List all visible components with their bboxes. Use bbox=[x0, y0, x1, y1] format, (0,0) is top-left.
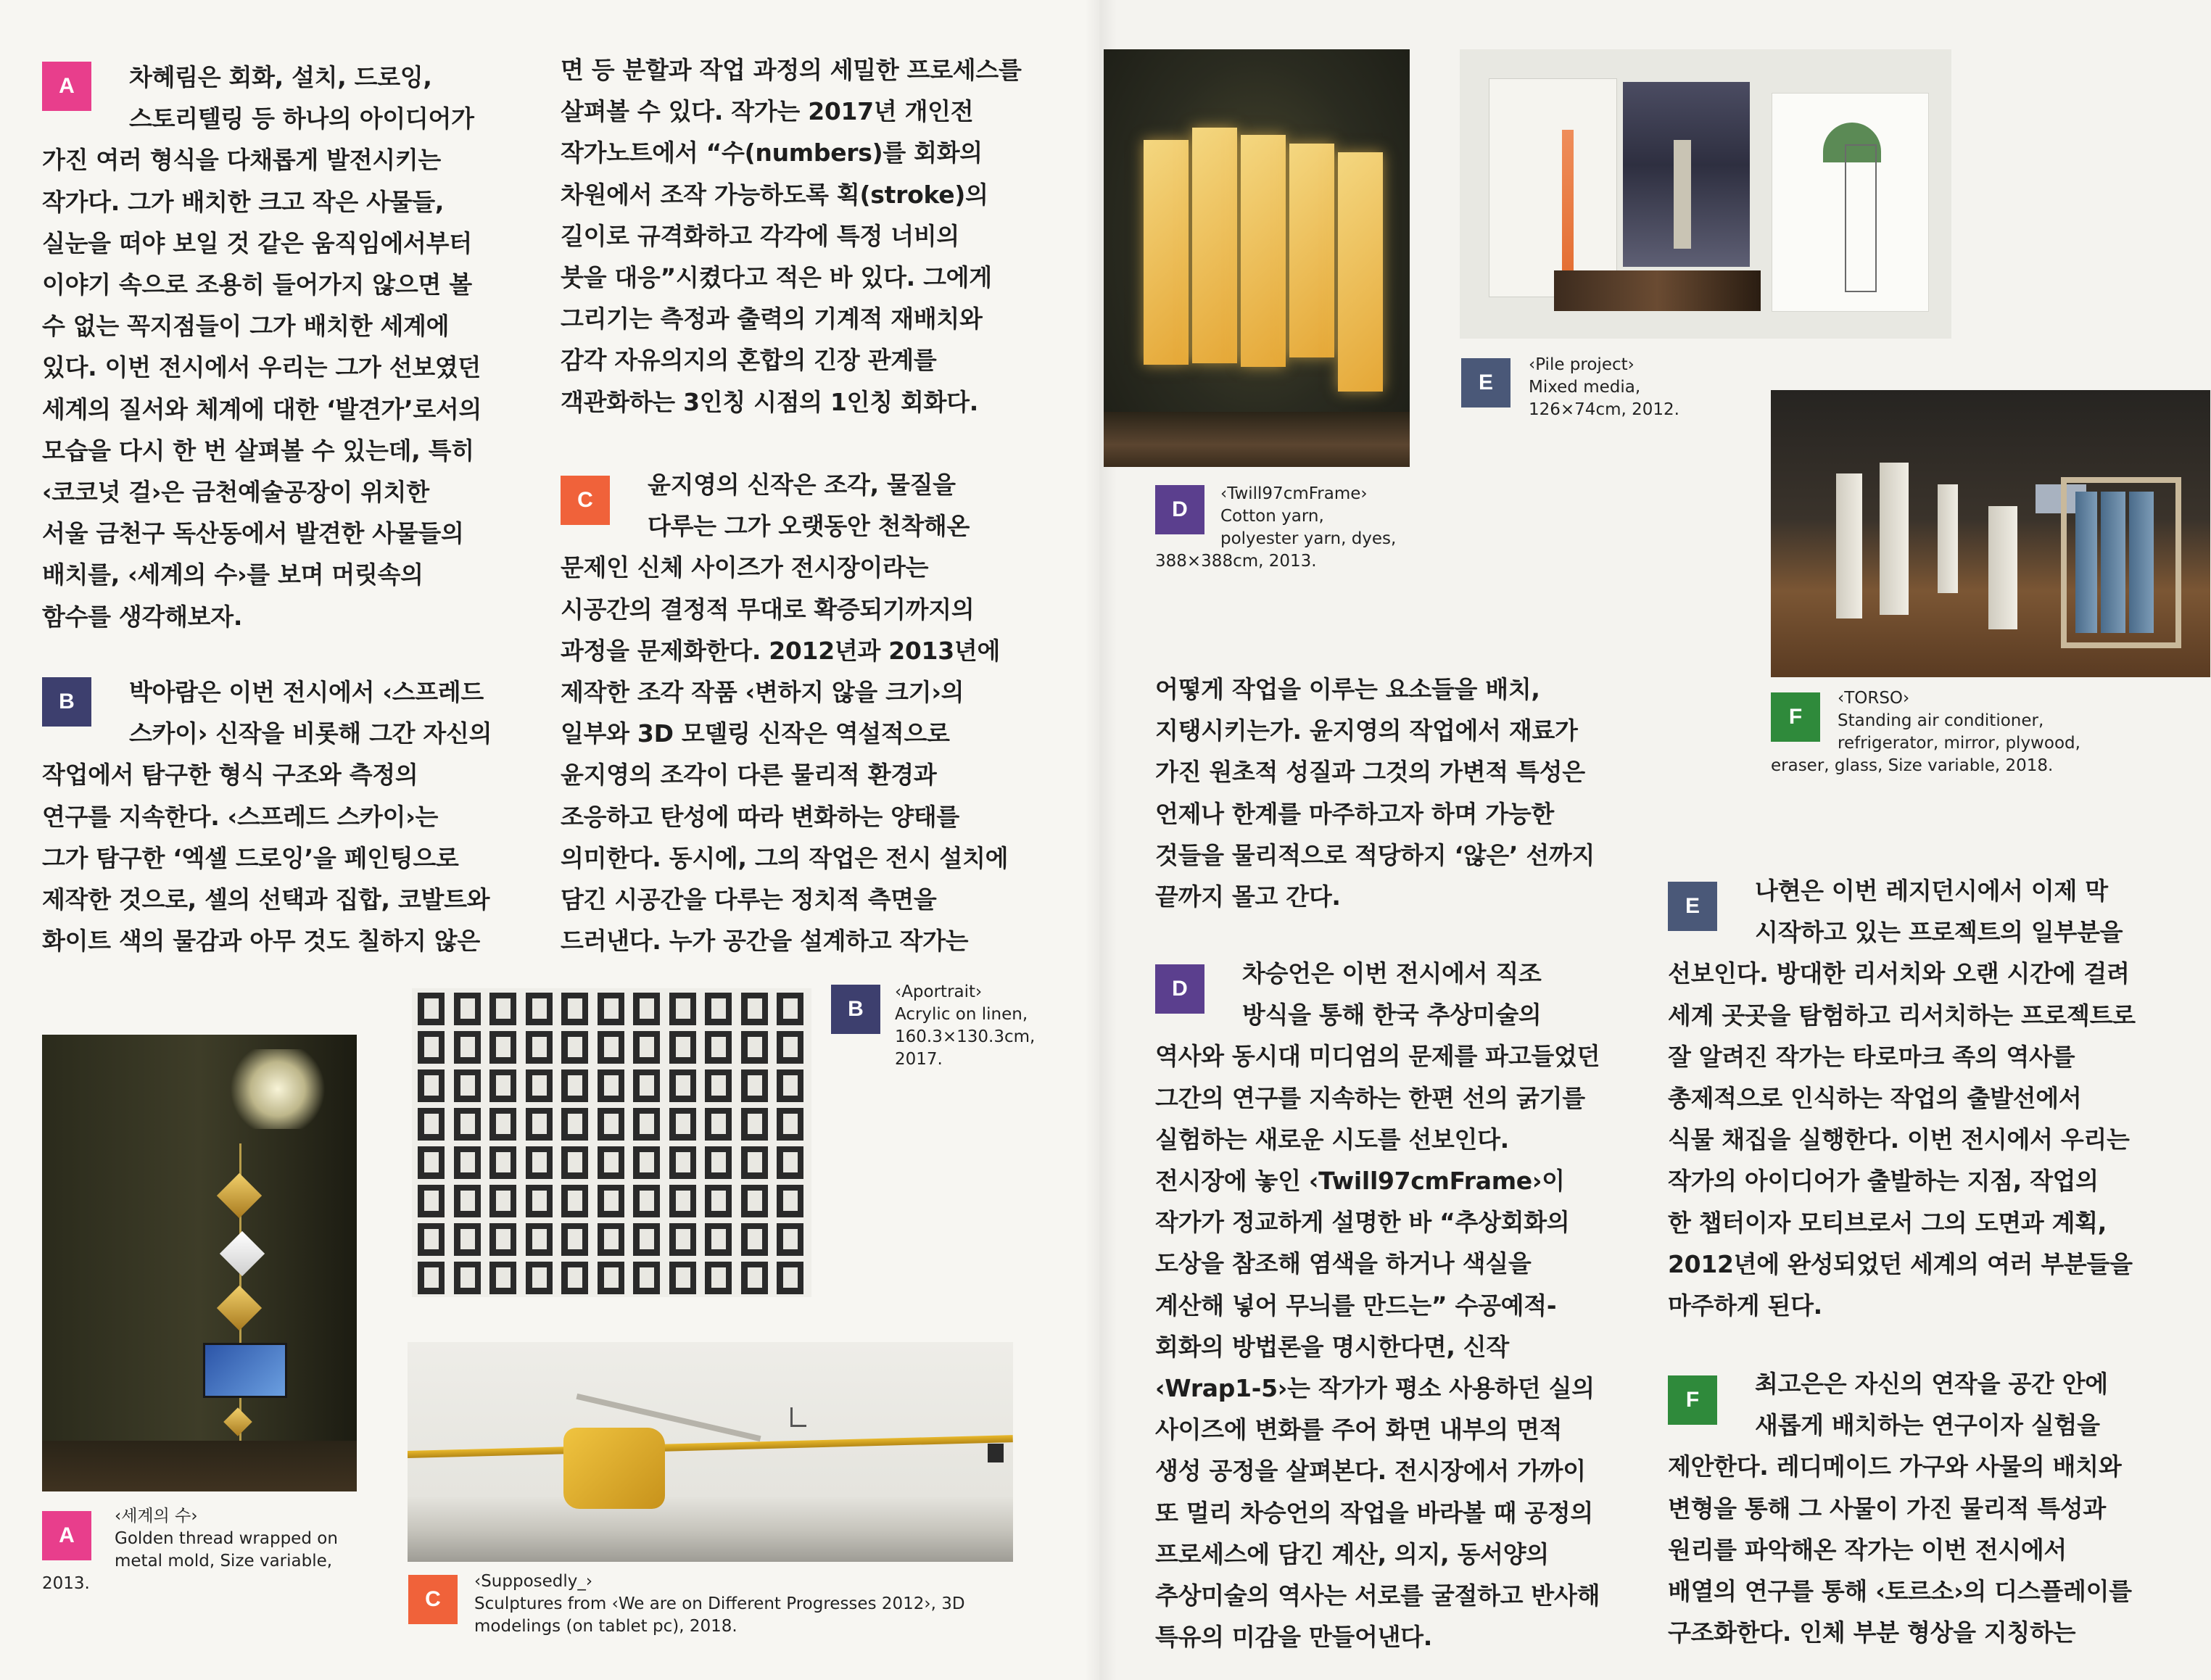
text-line: 배치를, ‹세계의 수›를 보며 머릿속의 bbox=[42, 560, 423, 589]
text-line: 제작한 것으로, 셀의 선택과 집합, 코발트와 bbox=[42, 885, 490, 914]
text-line: 감각 자유의지의 혼합의 긴장 관계를 bbox=[561, 346, 937, 375]
grid-cell bbox=[489, 1223, 516, 1256]
caption-line: Golden thread wrapped on bbox=[115, 1529, 338, 1548]
grid-cell bbox=[669, 1185, 696, 1217]
grid-cell bbox=[669, 1223, 696, 1256]
grid-cell bbox=[489, 993, 516, 1025]
text-line: 화이트 색의 물감과 아무 것도 칠하지 않은 bbox=[42, 927, 480, 956]
caption-line: metal mold, Size variable, bbox=[115, 1552, 333, 1571]
grid-cell bbox=[777, 1223, 803, 1256]
text-line: 총제적으로 인식하는 작업의 출발선에서 bbox=[1668, 1084, 2082, 1113]
text-line: 조응하고 탄성에 따라 변화하는 양태를 bbox=[561, 802, 960, 831]
text-line: 드러낸다. 누가 공간을 설계하고 작가는 bbox=[561, 927, 969, 956]
grid-cell bbox=[526, 1031, 553, 1064]
grid-cell bbox=[705, 1108, 732, 1141]
text-line: 다루는 그가 오랫동안 천착해온 bbox=[648, 512, 970, 541]
grid-cell bbox=[741, 1185, 768, 1217]
text-line: 시작하고 있는 프로젝트의 일부분을 bbox=[1755, 918, 2123, 947]
grid-cell bbox=[454, 1223, 481, 1256]
grid-cell bbox=[669, 993, 696, 1025]
caption-line: ‹Pile project› bbox=[1529, 355, 1635, 374]
caption-line: Acrylic on linen, bbox=[895, 1005, 1028, 1024]
badge-f: F bbox=[1668, 1375, 1717, 1425]
caption-line: ‹Aportrait› bbox=[895, 982, 983, 1001]
grid-cell bbox=[741, 1146, 768, 1179]
grid-cell bbox=[598, 1262, 624, 1294]
artwork-photo-a bbox=[42, 1035, 357, 1491]
grid-cell bbox=[705, 993, 732, 1025]
grid-cell bbox=[454, 1185, 481, 1217]
grid-cell bbox=[454, 993, 481, 1025]
caption-line: 388×388cm, 2013. bbox=[1155, 552, 1317, 571]
text-line: 담긴 시공간을 다루는 정치적 측면을 bbox=[561, 885, 937, 914]
grid-cell bbox=[418, 1262, 445, 1294]
text-line: 시공간의 결정적 무대로 확증되기까지의 bbox=[561, 595, 975, 624]
grid-cell bbox=[633, 1108, 660, 1141]
grid-cell bbox=[418, 1108, 445, 1141]
text-line: 사이즈에 변화를 주어 화면 내부의 면적 bbox=[1155, 1415, 1563, 1444]
grid-cell bbox=[418, 1185, 445, 1217]
caption-line: refrigerator, mirror, plywood, bbox=[1838, 734, 2080, 753]
text-line: 서울 금천구 독산동에서 발견한 사물들의 bbox=[42, 519, 464, 548]
text-line: 작가의 아이디어가 출발하는 지점, 작업의 bbox=[1668, 1167, 2099, 1196]
artwork-photo-e bbox=[1460, 49, 1951, 339]
grid-cell bbox=[705, 1069, 732, 1102]
text-line: 그가 탐구한 ‘엑셀 드로잉’을 페인팅으로 bbox=[42, 843, 459, 872]
text-line: 변형을 통해 그 사물이 가진 물리적 특성과 bbox=[1668, 1494, 2106, 1523]
text-line: 작가가 정교하게 설명한 바 “추상회화의 bbox=[1155, 1208, 1570, 1237]
text-line: 도상을 참조해 염색을 하거나 색실을 bbox=[1155, 1249, 1532, 1278]
grid-cell bbox=[633, 1262, 660, 1294]
grid-cell bbox=[669, 1146, 696, 1179]
caption-line: 126×74cm, 2012. bbox=[1529, 400, 1679, 419]
grid-cell bbox=[598, 993, 624, 1025]
text-line: 있다. 이번 전시에서 우리는 그가 선보였던 bbox=[42, 353, 482, 382]
caption-line: modelings (on tablet pc), 2018. bbox=[474, 1617, 737, 1636]
grid-cell bbox=[418, 1146, 445, 1179]
artwork-photo-d bbox=[1104, 49, 1410, 467]
grid-cell bbox=[669, 1031, 696, 1064]
caption-f bbox=[1771, 687, 2080, 777]
caption-badge-d: D bbox=[1155, 485, 1204, 534]
grid-cell bbox=[489, 1146, 516, 1179]
caption-line: ‹세계의 수› bbox=[115, 1507, 198, 1526]
caption-c bbox=[474, 1571, 965, 1638]
grid-cell bbox=[705, 1146, 732, 1179]
grid-cell bbox=[489, 1262, 516, 1294]
text-line: 윤지영의 조각이 다른 물리적 환경과 bbox=[561, 761, 937, 790]
text-line: 프로세스에 담긴 계산, 의지, 동서양의 bbox=[1155, 1539, 1549, 1568]
text-line: 그간의 연구를 지속하는 한편 선의 굵기를 bbox=[1155, 1083, 1585, 1112]
grid-cell bbox=[777, 1031, 803, 1064]
caption-d bbox=[1155, 483, 1396, 573]
text-line: 구조화한다. 인체 부분 형상을 지칭하는 bbox=[1668, 1618, 2076, 1647]
grid-cell bbox=[561, 1069, 588, 1102]
caption-line: ‹Twill97cmFrame› bbox=[1220, 484, 1368, 503]
caption-line: 160.3×130.3cm, bbox=[895, 1027, 1036, 1046]
grid-cell bbox=[561, 1146, 588, 1179]
text-line: 배열의 연구를 통해 ‹토르소›의 디스플레이를 bbox=[1668, 1577, 2132, 1606]
text-line: 그리기는 측정과 출력의 기계적 재배치와 bbox=[561, 305, 983, 334]
paragraph-b-continued bbox=[561, 49, 1068, 423]
grid-cell bbox=[669, 1069, 696, 1102]
grid-cell bbox=[777, 993, 803, 1025]
grid-cell bbox=[741, 1108, 768, 1141]
text-line: 면 등 분할과 작업 과정의 세밀한 프로세스를 bbox=[561, 56, 1022, 84]
grid-cell bbox=[633, 1185, 660, 1217]
text-line: 마주하게 된다. bbox=[1668, 1291, 1822, 1320]
caption-line: ‹TORSO› bbox=[1838, 689, 1910, 708]
text-line: 끝까지 몰고 간다. bbox=[1155, 882, 1341, 911]
grid-cell bbox=[526, 1262, 553, 1294]
text-line: 차원에서 조작 가능하도록 획(stroke)의 bbox=[561, 180, 988, 209]
grid-cell bbox=[561, 1185, 588, 1217]
artwork-photo-c bbox=[408, 1342, 1013, 1562]
caption-line: Standing air conditioner, bbox=[1838, 711, 2044, 730]
grid-cell bbox=[633, 993, 660, 1025]
text-line: 또 멀리 차승언의 작업을 바라볼 때 공정의 bbox=[1155, 1498, 1593, 1527]
grid-cell bbox=[598, 1108, 624, 1141]
text-line: 언제나 한계를 마주하고자 하며 가능한 bbox=[1155, 799, 1555, 828]
caption-line: Sculptures from ‹We are on Different Progresses 2012›, 3D bbox=[474, 1594, 965, 1613]
text-line: 작가노트에서 “수(numbers)를 회화의 bbox=[561, 138, 983, 167]
text-line: 것들을 물리적으로 적당하지 ‘않은’ 선까지 bbox=[1155, 840, 1595, 869]
grid-cell bbox=[489, 1031, 516, 1064]
grid-cell bbox=[561, 1262, 588, 1294]
paragraph-c bbox=[561, 464, 1068, 961]
caption-a bbox=[42, 1505, 338, 1595]
grid-cell bbox=[454, 1031, 481, 1064]
text-line: 과정을 문제화한다. 2012년과 2013년에 bbox=[561, 636, 1001, 665]
grid-cell bbox=[489, 1185, 516, 1217]
artwork-photo-f bbox=[1771, 390, 2210, 677]
paragraph-a bbox=[42, 57, 513, 637]
text-line: 연구를 지속한다. ‹스프레드 스카이›는 bbox=[42, 802, 439, 831]
grid-cell bbox=[526, 1069, 553, 1102]
grid-cell bbox=[598, 1223, 624, 1256]
grid-cell bbox=[777, 1069, 803, 1102]
artwork-photo-b bbox=[412, 988, 811, 1297]
text-line: 제안한다. 레디메이드 가구와 사물의 배치와 bbox=[1668, 1452, 2122, 1481]
badge-c: C bbox=[561, 476, 610, 525]
caption-badge-b: B bbox=[831, 985, 880, 1034]
caption-line: eraser, glass, Size variable, 2018. bbox=[1771, 756, 2054, 775]
grid-cell bbox=[598, 1069, 624, 1102]
text-line: 이야기 속으로 조용히 들어가지 않으면 볼 bbox=[42, 270, 472, 299]
grid-cell bbox=[598, 1185, 624, 1217]
text-line: 박아람은 이번 전시에서 ‹스프레드 bbox=[129, 678, 484, 706]
text-line: 살펴볼 수 있다. 작가는 2017년 개인전 bbox=[561, 97, 974, 126]
caption-e bbox=[1529, 354, 1679, 421]
grid-cell bbox=[741, 993, 768, 1025]
badge-a: A bbox=[42, 62, 91, 111]
text-line: 가진 여러 형식을 다채롭게 발전시키는 bbox=[42, 146, 442, 175]
grid-cell bbox=[526, 993, 553, 1025]
text-line: 실험하는 새로운 시도를 선보인다. bbox=[1155, 1125, 1509, 1154]
badge-d: D bbox=[1155, 964, 1204, 1014]
text-line: ‹Wrap1-5›는 작가가 평소 사용하던 실의 bbox=[1155, 1374, 1595, 1403]
grid-cell bbox=[561, 1031, 588, 1064]
grid-cell bbox=[741, 1223, 768, 1256]
paragraph-e bbox=[1668, 870, 2175, 1326]
grid-cell bbox=[705, 1185, 732, 1217]
grid-cell bbox=[418, 993, 445, 1025]
grid-cell bbox=[454, 1108, 481, 1141]
caption-badge-c: C bbox=[408, 1575, 458, 1624]
text-line: 모습을 다시 한 번 살펴볼 수 있는데, 특히 bbox=[42, 436, 474, 465]
grid-cell bbox=[418, 1031, 445, 1064]
caption-line: Cotton yarn, bbox=[1220, 507, 1324, 526]
caption-line: ‹Supposedly_› bbox=[474, 1572, 593, 1591]
text-line: 스카이› 신작을 비롯해 그간 자신의 bbox=[129, 719, 492, 748]
text-line: 역사와 동시대 미디엄의 문제를 파고들었던 bbox=[1155, 1042, 1600, 1071]
caption-badge-a: A bbox=[42, 1511, 91, 1560]
text-line: 함수를 생각해보자. bbox=[42, 602, 243, 631]
grid-cell bbox=[526, 1185, 553, 1217]
paragraph-c-continued bbox=[1155, 669, 1663, 917]
text-line: 작업에서 탐구한 형식 구조와 측정의 bbox=[42, 761, 418, 790]
grid-cell bbox=[454, 1069, 481, 1102]
text-line: 객관화하는 3인칭 시점의 1인칭 회화다. bbox=[561, 387, 978, 416]
text-line: 전시장에 놓인 ‹Twill97cmFrame›이 bbox=[1155, 1167, 1565, 1196]
text-line: 방식을 통해 한국 추상미술의 bbox=[1242, 1001, 1542, 1030]
grid-cell bbox=[705, 1262, 732, 1294]
grid-cell bbox=[633, 1069, 660, 1102]
text-line: 나현은 이번 레지던시에서 이제 막 bbox=[1755, 877, 2108, 905]
grid-cell bbox=[669, 1108, 696, 1141]
grid-cell bbox=[418, 1223, 445, 1256]
text-line: 생성 공정을 살펴본다. 전시장에서 가까이 bbox=[1155, 1457, 1586, 1486]
badge-b: B bbox=[42, 677, 91, 727]
text-line: 추상미술의 역사는 서로를 굴절하고 반사해 bbox=[1155, 1581, 1600, 1610]
paragraph-b bbox=[42, 671, 513, 961]
text-line: 세계의 질서와 체계에 대한 ‘발견가’로서의 bbox=[42, 394, 482, 423]
text-line: 수 없는 꼭지점들이 그가 배치한 세계에 bbox=[42, 312, 450, 341]
text-line: 한 챕터이자 모티브로서 그의 도면과 계획, bbox=[1668, 1208, 2107, 1237]
text-line: 최고은은 자신의 연작을 공간 안에 bbox=[1755, 1370, 2108, 1398]
grid-cell bbox=[777, 1108, 803, 1141]
text-line: 작가다. 그가 배치한 크고 작은 사물들, bbox=[42, 187, 445, 216]
grid-cell bbox=[705, 1031, 732, 1064]
grid-cell bbox=[598, 1031, 624, 1064]
text-line: 세계 곳곳을 탐험하고 리서치하는 프로젝트로 bbox=[1668, 1001, 2136, 1030]
text-line: 실눈을 떠야 보일 것 같은 움직임에서부터 bbox=[42, 228, 472, 257]
text-line: 계산해 넣어 무늬를 만드는” 수공예적- bbox=[1155, 1291, 1557, 1320]
grid-cell bbox=[526, 1223, 553, 1256]
grid-cell bbox=[418, 1069, 445, 1102]
text-line: 새롭게 배치하는 연구이자 실험을 bbox=[1755, 1411, 2100, 1440]
text-line: 길이로 규격화하고 각각에 특정 너비의 bbox=[561, 221, 960, 250]
text-line: 붓을 대응”시켰다고 적은 바 있다. 그에게 bbox=[561, 263, 992, 292]
grid-cell bbox=[489, 1069, 516, 1102]
caption-line: 2013. bbox=[42, 1574, 90, 1593]
text-line: 가진 원초적 성질과 그것의 가변적 특성은 bbox=[1155, 758, 1585, 787]
text-line: ‹코코넛 걸›은 금천예술공장이 위치한 bbox=[42, 478, 429, 507]
caption-line: 2017. bbox=[895, 1050, 943, 1069]
text-line: 잘 알려진 작가는 타로마크 족의 역사를 bbox=[1668, 1042, 2075, 1071]
paragraph-d bbox=[1155, 953, 1663, 1658]
text-line: 선보인다. 방대한 리서치와 오랜 시간에 걸려 bbox=[1668, 959, 2130, 988]
text-line: 특유의 미감을 만들어낸다. bbox=[1155, 1623, 1432, 1652]
caption-line: polyester yarn, dyes, bbox=[1220, 529, 1397, 548]
badge-e: E bbox=[1668, 882, 1717, 931]
grid-cell bbox=[741, 1031, 768, 1064]
grid-cell bbox=[633, 1146, 660, 1179]
grid-cell bbox=[777, 1185, 803, 1217]
grid-cell bbox=[669, 1262, 696, 1294]
grid-cell bbox=[561, 1223, 588, 1256]
caption-badge-f: F bbox=[1771, 692, 1820, 742]
text-line: 윤지영의 신작은 조각, 물질을 bbox=[648, 471, 956, 499]
grid-cell bbox=[561, 1108, 588, 1141]
text-line: 문제인 신체 사이즈가 전시장이라는 bbox=[561, 553, 929, 582]
text-line: 의미한다. 동시에, 그의 작업은 전시 설치에 bbox=[561, 843, 1009, 872]
text-line: 제작한 조각 작품 ‹변하지 않을 크기›의 bbox=[561, 678, 964, 707]
grid-cell bbox=[633, 1223, 660, 1256]
paragraph-f bbox=[1668, 1363, 2190, 1653]
grid-cell bbox=[454, 1262, 481, 1294]
grid-cell bbox=[777, 1146, 803, 1179]
grid-cell bbox=[777, 1262, 803, 1294]
grid-cell bbox=[741, 1069, 768, 1102]
text-line: 식물 채집을 실행한다. 이번 전시에서 우리는 bbox=[1668, 1125, 2130, 1154]
grid-cell bbox=[454, 1146, 481, 1179]
grid-cell bbox=[489, 1108, 516, 1141]
text-line: 회화의 방법론을 명시한다면, 신작 bbox=[1155, 1332, 1509, 1361]
text-line: 일부와 3D 모델링 신작은 역설적으로 bbox=[561, 719, 950, 748]
caption-line: Mixed media, bbox=[1529, 378, 1641, 397]
grid-cell bbox=[741, 1262, 768, 1294]
text-line: 스토리텔링 등 하나의 아이디어가 bbox=[129, 104, 474, 133]
text-line: 차승언은 이번 전시에서 직조 bbox=[1242, 959, 1542, 988]
text-line: 차혜림은 회화, 설치, 드로잉, bbox=[129, 63, 432, 91]
grid-cell bbox=[526, 1108, 553, 1141]
text-line: 2012년에 완성되었던 세계의 여러 부분들을 bbox=[1668, 1249, 2133, 1278]
grid-cell bbox=[561, 993, 588, 1025]
grid-cell bbox=[633, 1031, 660, 1064]
caption-b bbox=[895, 981, 1035, 1071]
grid-cell bbox=[598, 1146, 624, 1179]
text-line: 어떻게 작업을 이루는 요소들을 배치, bbox=[1155, 675, 1540, 703]
grid-cell bbox=[705, 1223, 732, 1256]
caption-badge-e: E bbox=[1461, 358, 1510, 407]
text-line: 원리를 파악해온 작가는 이번 전시에서 bbox=[1668, 1535, 2067, 1564]
text-line: 지탱시키는가. 윤지영의 작업에서 재료가 bbox=[1155, 716, 1578, 745]
grid-cell bbox=[526, 1146, 553, 1179]
